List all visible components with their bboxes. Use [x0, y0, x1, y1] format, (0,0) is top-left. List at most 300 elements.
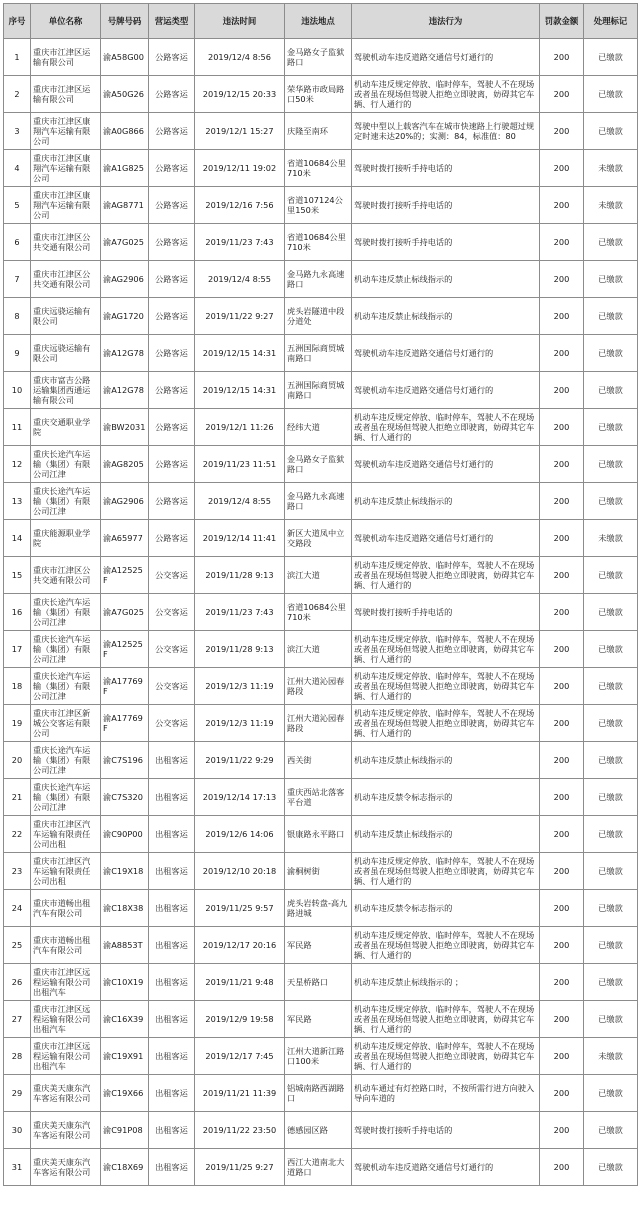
cell-index: 21	[4, 779, 31, 816]
cell-operation-type: 公路客运	[149, 39, 195, 76]
table-row	[4, 76, 638, 113]
cell-violation-time: 2019/11/23 11:51	[195, 446, 285, 483]
cell-operation-type: 出租客运	[149, 1112, 195, 1149]
cell-plate: 渝A0G866	[101, 113, 149, 150]
cell-company: 重庆市江津区康翔汽车运输有限公司	[31, 187, 101, 224]
cell-violation-behavior: 机动车违反规定停放、临时停车，驾驶人不在现场或者虽在现场但驾驶人拒绝立即驶离，妨碍其它车辆、行人通行的	[352, 76, 540, 113]
cell-processing-status: 已缴款	[584, 557, 638, 594]
cell-plate: 渝A58G00	[101, 39, 149, 76]
cell-fine-amount: 200	[540, 76, 584, 113]
cell-violation-time: 2019/12/15 14:31	[195, 372, 285, 409]
cell-processing-status: 已缴款	[584, 631, 638, 668]
cell-processing-status: 已缴款	[584, 261, 638, 298]
cell-violation-behavior: 机动车违反禁止标线指示的	[352, 483, 540, 520]
cell-operation-type: 出租客运	[149, 927, 195, 964]
table-row	[4, 372, 638, 409]
cell-company: 重庆远骁运输有限公司	[31, 335, 101, 372]
cell-violation-behavior: 驾驶中型以上载客汽车在城市快速路上行驶超过规定时速未达20%的；实测：84，标准值：80	[352, 113, 540, 150]
cell-violation-location: 金马路九永高速路口	[285, 261, 352, 298]
cell-violation-location: 江州大道新江路口100米	[285, 1038, 352, 1075]
table-row	[4, 1112, 638, 1149]
header-index: 序号	[4, 4, 31, 39]
cell-fine-amount: 200	[540, 668, 584, 705]
cell-fine-amount: 200	[540, 1075, 584, 1112]
cell-company: 重庆市江津区远程运输有限公司出租汽车	[31, 1001, 101, 1038]
cell-violation-time: 2019/11/22 9:27	[195, 298, 285, 335]
cell-index: 30	[4, 1112, 31, 1149]
cell-company: 重庆市江津区远程运输有限公司出租汽车	[31, 1038, 101, 1075]
cell-violation-location: 庆隆至南环	[285, 113, 352, 150]
table-row	[4, 927, 638, 964]
cell-violation-behavior: 驾驶机动车违反道路交通信号灯通行的	[352, 1149, 540, 1186]
cell-violation-time: 2019/12/15 14:31	[195, 335, 285, 372]
cell-processing-status: 已缴款	[584, 927, 638, 964]
table-row	[4, 113, 638, 150]
cell-company: 重庆长途汽车运输（集团）有限公司江津	[31, 631, 101, 668]
cell-fine-amount: 200	[540, 705, 584, 742]
cell-violation-time: 2019/12/10 20:18	[195, 853, 285, 890]
cell-violation-location: 重庆西站北落客平台道	[285, 779, 352, 816]
cell-plate: 渝AG2906	[101, 261, 149, 298]
cell-fine-amount: 200	[540, 853, 584, 890]
cell-processing-status: 已缴款	[584, 76, 638, 113]
cell-violation-behavior: 驾驶机动车违反道路交通信号灯通行的	[352, 446, 540, 483]
cell-violation-time: 2019/12/17 20:16	[195, 927, 285, 964]
cell-operation-type: 出租客运	[149, 1038, 195, 1075]
cell-plate: 渝A7G025	[101, 224, 149, 261]
cell-violation-behavior: 驾驶机动车违反道路交通信号灯通行的	[352, 335, 540, 372]
cell-operation-type: 出租客运	[149, 1001, 195, 1038]
cell-violation-behavior: 机动车违反规定停放、临时停车，驾驶人不在现场或者虽在现场但驾驶人拒绝立即驶离，妨碍其它车辆、行人通行的	[352, 1001, 540, 1038]
cell-operation-type: 公路客运	[149, 335, 195, 372]
table-row	[4, 594, 638, 631]
cell-processing-status: 已缴款	[584, 113, 638, 150]
cell-index: 16	[4, 594, 31, 631]
table-row	[4, 520, 638, 557]
cell-fine-amount: 200	[540, 779, 584, 816]
cell-violation-location: 省道10684公里710米	[285, 594, 352, 631]
cell-company: 重庆美天康东汽车客运有限公司	[31, 1149, 101, 1186]
cell-index: 19	[4, 705, 31, 742]
cell-processing-status: 已缴款	[584, 705, 638, 742]
cell-operation-type: 公路客运	[149, 298, 195, 335]
cell-plate: 渝A12525F	[101, 631, 149, 668]
cell-operation-type: 公交客运	[149, 631, 195, 668]
cell-operation-type: 公路客运	[149, 409, 195, 446]
cell-fine-amount: 200	[540, 742, 584, 779]
cell-operation-type: 出租客运	[149, 853, 195, 890]
cell-processing-status: 未缴款	[584, 150, 638, 187]
cell-plate: 渝A1G825	[101, 150, 149, 187]
cell-processing-status: 已缴款	[584, 594, 638, 631]
cell-plate: 渝C18X69	[101, 1149, 149, 1186]
cell-processing-status: 已缴款	[584, 816, 638, 853]
cell-violation-behavior: 机动车违反禁止标线指示的	[352, 742, 540, 779]
cell-plate: 渝AG2906	[101, 483, 149, 520]
cell-company: 重庆长途汽车运输（集团）有限公司江津	[31, 483, 101, 520]
cell-plate: 渝AG8771	[101, 187, 149, 224]
cell-company: 重庆长途汽车运输（集团）有限公司江津	[31, 779, 101, 816]
cell-company: 重庆市道畅出租汽车有限公司	[31, 890, 101, 927]
cell-index: 4	[4, 150, 31, 187]
table-row	[4, 631, 638, 668]
cell-index: 20	[4, 742, 31, 779]
cell-index: 29	[4, 1075, 31, 1112]
cell-index: 27	[4, 1001, 31, 1038]
table-row	[4, 1038, 638, 1075]
cell-violation-time: 2019/12/16 7:56	[195, 187, 285, 224]
cell-violation-location: 天星桥路口	[285, 964, 352, 1001]
table-row	[4, 224, 638, 261]
cell-violation-behavior: 驾驶机动车违反道路交通信号灯通行的	[352, 372, 540, 409]
cell-fine-amount: 200	[540, 335, 584, 372]
cell-operation-type: 公路客运	[149, 372, 195, 409]
cell-violation-behavior: 机动车违反规定停放、临时停车，驾驶人不在现场或者虽在现场但驾驶人拒绝立即驶离，妨碍其它车辆、行人通行的	[352, 853, 540, 890]
cell-company: 重庆长途汽车运输（集团）有限公司江津	[31, 446, 101, 483]
cell-violation-time: 2019/12/11 19:02	[195, 150, 285, 187]
cell-violation-behavior: 驾驶时拨打接听手持电话的	[352, 594, 540, 631]
cell-index: 11	[4, 409, 31, 446]
cell-violation-behavior: 机动车违反规定停放、临时停车，驾驶人不在现场或者虽在现场但驾驶人拒绝立即驶离，妨碍其它车辆、行人通行的	[352, 1038, 540, 1075]
cell-fine-amount: 200	[540, 261, 584, 298]
cell-violation-location: 金马路女子监狱路口	[285, 446, 352, 483]
cell-company: 重庆市江津区康翔汽车运输有限公司	[31, 113, 101, 150]
table-row	[4, 39, 638, 76]
cell-violation-behavior: 机动车违反禁令标志指示的	[352, 779, 540, 816]
cell-fine-amount: 200	[540, 816, 584, 853]
cell-fine-amount: 200	[540, 187, 584, 224]
cell-violation-location: 虎头岩隧道中段分道处	[285, 298, 352, 335]
cell-violation-behavior: 机动车违反禁令标志指示的	[352, 890, 540, 927]
cell-violation-behavior: 机动车违反禁止标线指示的	[352, 261, 540, 298]
cell-fine-amount: 200	[540, 594, 584, 631]
cell-violation-behavior: 驾驶机动车违反道路交通信号灯通行的	[352, 39, 540, 76]
cell-operation-type: 公交客运	[149, 557, 195, 594]
cell-violation-location: 省道107124公里150米	[285, 187, 352, 224]
cell-company: 重庆市江津区康翔汽车运输有限公司	[31, 150, 101, 187]
cell-violation-time: 2019/12/14 17:13	[195, 779, 285, 816]
table-row	[4, 705, 638, 742]
cell-plate: 渝BW2031	[101, 409, 149, 446]
cell-plate: 渝C19X91	[101, 1038, 149, 1075]
cell-plate: 渝A50G26	[101, 76, 149, 113]
table-row	[4, 261, 638, 298]
cell-company: 重庆市江津区运输有限公司	[31, 76, 101, 113]
cell-operation-type: 出租客运	[149, 964, 195, 1001]
cell-violation-time: 2019/11/23 7:43	[195, 224, 285, 261]
cell-violation-behavior: 驾驶时拨打接听手持电话的	[352, 187, 540, 224]
cell-index: 18	[4, 668, 31, 705]
cell-violation-time: 2019/12/3 11:19	[195, 705, 285, 742]
cell-fine-amount: 200	[540, 1112, 584, 1149]
cell-index: 26	[4, 964, 31, 1001]
cell-operation-type: 公路客运	[149, 224, 195, 261]
cell-processing-status: 已缴款	[584, 964, 638, 1001]
cell-company: 重庆市江津区公共交通有限公司	[31, 224, 101, 261]
cell-violation-time: 2019/12/3 11:19	[195, 668, 285, 705]
header-operation-type: 营运类型	[149, 4, 195, 39]
cell-company: 重庆市江津区公共交通有限公司	[31, 557, 101, 594]
cell-violation-time: 2019/12/4 8:56	[195, 39, 285, 76]
cell-index: 8	[4, 298, 31, 335]
cell-violation-location: 江州大道沁园春路段	[285, 705, 352, 742]
cell-company: 重庆长途汽车运输（集团）有限公司江津	[31, 668, 101, 705]
cell-processing-status: 已缴款	[584, 1001, 638, 1038]
cell-company: 重庆市江津区运输有限公司	[31, 39, 101, 76]
cell-violation-time: 2019/12/1 11:26	[195, 409, 285, 446]
header-plate: 号牌号码	[101, 4, 149, 39]
cell-violation-behavior: 机动车违反禁止标线指示的 ；	[352, 964, 540, 1001]
cell-company: 重庆市江津区汽车运输有限责任公司出租	[31, 853, 101, 890]
cell-index: 9	[4, 335, 31, 372]
cell-processing-status: 已缴款	[584, 1075, 638, 1112]
cell-violation-behavior: 机动车违反规定停放、临时停车，驾驶人不在现场或者虽在现场但驾驶人拒绝立即驶离，妨碍其它车辆、行人通行的	[352, 705, 540, 742]
cell-violation-behavior: 机动车违反规定停放、临时停车，驾驶人不在现场或者虽在现场但驾驶人拒绝立即驶离，妨碍其它车辆、行人通行的	[352, 409, 540, 446]
cell-violation-location: 渝桐树街	[285, 853, 352, 890]
cell-fine-amount: 200	[540, 631, 584, 668]
cell-processing-status: 已缴款	[584, 853, 638, 890]
cell-fine-amount: 200	[540, 1038, 584, 1075]
cell-violation-time: 2019/11/21 11:39	[195, 1075, 285, 1112]
cell-fine-amount: 200	[540, 520, 584, 557]
cell-processing-status: 已缴款	[584, 483, 638, 520]
table-row	[4, 1149, 638, 1186]
cell-violation-behavior: 机动车通过有灯控路口时，不按所需行进方向驶入导向车道的	[352, 1075, 540, 1112]
cell-processing-status: 未缴款	[584, 1038, 638, 1075]
cell-company: 重庆能源职业学院	[31, 520, 101, 557]
cell-violation-time: 2019/11/25 9:57	[195, 890, 285, 927]
cell-processing-status: 已缴款	[584, 779, 638, 816]
cell-fine-amount: 200	[540, 964, 584, 1001]
cell-fine-amount: 200	[540, 409, 584, 446]
cell-violation-location: 省道10684公里710米	[285, 224, 352, 261]
cell-fine-amount: 200	[540, 372, 584, 409]
cell-violation-time: 2019/11/28 9:13	[195, 631, 285, 668]
cell-processing-status: 已缴款	[584, 224, 638, 261]
header-row	[4, 4, 638, 39]
cell-violation-behavior: 驾驶机动车违反道路交通信号灯通行的	[352, 520, 540, 557]
cell-violation-location: 五洲国际商贸城南路口	[285, 335, 352, 372]
cell-fine-amount: 200	[540, 298, 584, 335]
cell-operation-type: 公路客运	[149, 483, 195, 520]
cell-plate: 渝C7S196	[101, 742, 149, 779]
table-body	[4, 39, 638, 1186]
cell-operation-type: 公路客运	[149, 76, 195, 113]
table-row	[4, 298, 638, 335]
cell-index: 1	[4, 39, 31, 76]
cell-index: 31	[4, 1149, 31, 1186]
cell-operation-type: 出租客运	[149, 742, 195, 779]
cell-violation-time: 2019/11/28 9:13	[195, 557, 285, 594]
cell-processing-status: 已缴款	[584, 39, 638, 76]
cell-index: 6	[4, 224, 31, 261]
cell-plate: 渝C10X19	[101, 964, 149, 1001]
table-row	[4, 446, 638, 483]
cell-operation-type: 公交客运	[149, 705, 195, 742]
cell-violation-behavior: 机动车违反禁止标线指示的	[352, 816, 540, 853]
cell-company: 重庆市江津区新城公交客运有限公司	[31, 705, 101, 742]
table-row	[4, 409, 638, 446]
cell-violation-time: 2019/12/6 14:06	[195, 816, 285, 853]
cell-fine-amount: 200	[540, 890, 584, 927]
table-row	[4, 150, 638, 187]
cell-index: 28	[4, 1038, 31, 1075]
cell-company: 重庆美天康东汽车客运有限公司	[31, 1075, 101, 1112]
cell-index: 14	[4, 520, 31, 557]
cell-plate: 渝C19X18	[101, 853, 149, 890]
cell-processing-status: 已缴款	[584, 890, 638, 927]
cell-operation-type: 公路客运	[149, 150, 195, 187]
cell-violation-behavior: 驾驶时拨打接听手持电话的	[352, 224, 540, 261]
cell-violation-location: 滨江大道	[285, 631, 352, 668]
cell-violation-time: 2019/12/9 19:58	[195, 1001, 285, 1038]
cell-company: 重庆美天康东汽车客运有限公司	[31, 1112, 101, 1149]
cell-fine-amount: 200	[540, 483, 584, 520]
cell-violation-behavior: 机动车违反规定停放、临时停车，驾驶人不在现场或者虽在现场但驾驶人拒绝立即驶离，妨碍其它车辆、行人通行的	[352, 557, 540, 594]
cell-violation-location: 省道10684公里710米	[285, 150, 352, 187]
cell-operation-type: 公路客运	[149, 187, 195, 224]
cell-violation-location: 西关街	[285, 742, 352, 779]
header-violation-location: 违法地点	[285, 4, 352, 39]
cell-index: 7	[4, 261, 31, 298]
table-row	[4, 742, 638, 779]
cell-violation-behavior: 驾驶时拨打接听手持电话的	[352, 1112, 540, 1149]
cell-plate: 渝A17769F	[101, 705, 149, 742]
cell-plate: 渝A7G025	[101, 594, 149, 631]
cell-operation-type: 出租客运	[149, 1149, 195, 1186]
cell-fine-amount: 200	[540, 39, 584, 76]
cell-company: 重庆远骁运输有限公司	[31, 298, 101, 335]
cell-processing-status: 已缴款	[584, 372, 638, 409]
cell-index: 3	[4, 113, 31, 150]
cell-company: 重庆长途汽车运输（集团）有限公司江津	[31, 594, 101, 631]
cell-plate: 渝A12525F	[101, 557, 149, 594]
cell-index: 10	[4, 372, 31, 409]
cell-violation-behavior: 机动车违反规定停放、临时停车，驾驶人不在现场或者虽在现场但驾驶人拒绝立即驶离，妨碍其它车辆、行人通行的	[352, 631, 540, 668]
table-row	[4, 1075, 638, 1112]
cell-violation-behavior: 驾驶时拨打接听手持电话的	[352, 150, 540, 187]
cell-index: 24	[4, 890, 31, 927]
table-row	[4, 964, 638, 1001]
cell-violation-time: 2019/11/23 7:43	[195, 594, 285, 631]
cell-processing-status: 已缴款	[584, 742, 638, 779]
cell-processing-status: 未缴款	[584, 520, 638, 557]
cell-plate: 渝C19X66	[101, 1075, 149, 1112]
cell-plate: 渝A17769F	[101, 668, 149, 705]
cell-company: 重庆交通职业学院	[31, 409, 101, 446]
cell-plate: 渝A65977	[101, 520, 149, 557]
cell-index: 12	[4, 446, 31, 483]
cell-operation-type: 出租客运	[149, 1075, 195, 1112]
cell-plate: 渝C16X39	[101, 1001, 149, 1038]
cell-operation-type: 公路客运	[149, 446, 195, 483]
cell-fine-amount: 200	[540, 150, 584, 187]
cell-plate: 渝A8853T	[101, 927, 149, 964]
cell-violation-time: 2019/11/25 9:27	[195, 1149, 285, 1186]
cell-violation-time: 2019/12/4 8:55	[195, 261, 285, 298]
table-row	[4, 890, 638, 927]
cell-company: 重庆市富吉公路运输集团西通运输有限公司	[31, 372, 101, 409]
cell-processing-status: 未缴款	[584, 187, 638, 224]
cell-processing-status: 已缴款	[584, 335, 638, 372]
cell-plate: 渝AG8205	[101, 446, 149, 483]
cell-index: 25	[4, 927, 31, 964]
cell-fine-amount: 200	[540, 224, 584, 261]
table-row	[4, 853, 638, 890]
cell-violation-behavior: 机动车违反禁止标线指示的	[352, 298, 540, 335]
header-processing-status: 处理标记	[584, 4, 638, 39]
cell-violation-location: 滨江大道	[285, 557, 352, 594]
cell-plate: 渝A12G78	[101, 335, 149, 372]
cell-index: 15	[4, 557, 31, 594]
cell-processing-status: 已缴款	[584, 298, 638, 335]
cell-violation-time: 2019/11/21 9:48	[195, 964, 285, 1001]
cell-plate: 渝C18X38	[101, 890, 149, 927]
cell-violation-time: 2019/11/22 9:29	[195, 742, 285, 779]
cell-violation-location: 五洲国际商贸城南路口	[285, 372, 352, 409]
cell-index: 13	[4, 483, 31, 520]
cell-violation-time: 2019/12/1 15:27	[195, 113, 285, 150]
cell-violation-location: 金马路女子监狱路口	[285, 39, 352, 76]
cell-operation-type: 出租客运	[149, 779, 195, 816]
cell-violation-time: 2019/12/4 8:55	[195, 483, 285, 520]
cell-plate: 渝AG1720	[101, 298, 149, 335]
cell-fine-amount: 200	[540, 927, 584, 964]
cell-violation-location: 军民路	[285, 1001, 352, 1038]
cell-company: 重庆长途汽车运输（集团）有限公司江津	[31, 742, 101, 779]
table-row	[4, 1001, 638, 1038]
cell-company: 重庆市江津区公共交通有限公司	[31, 261, 101, 298]
cell-violation-time: 2019/11/22 23:50	[195, 1112, 285, 1149]
cell-plate: 渝C91P08	[101, 1112, 149, 1149]
cell-violation-location: 铝城南路西湖路口	[285, 1075, 352, 1112]
cell-fine-amount: 200	[540, 113, 584, 150]
cell-violation-time: 2019/12/15 20:33	[195, 76, 285, 113]
cell-fine-amount: 200	[540, 446, 584, 483]
cell-operation-type: 出租客运	[149, 890, 195, 927]
cell-violation-behavior: 机动车违反规定停放、临时停车，驾驶人不在现场或者虽在现场但驾驶人拒绝立即驶离，妨碍其它车辆、行人通行的	[352, 927, 540, 964]
cell-violation-location: 虎头岩转盘-高九路进城	[285, 890, 352, 927]
cell-operation-type: 公交客运	[149, 668, 195, 705]
table-row	[4, 816, 638, 853]
cell-processing-status: 已缴款	[584, 668, 638, 705]
table-row	[4, 483, 638, 520]
cell-operation-type: 公路客运	[149, 520, 195, 557]
cell-plate: 渝C90P00	[101, 816, 149, 853]
cell-operation-type: 公交客运	[149, 594, 195, 631]
cell-processing-status: 已缴款	[584, 446, 638, 483]
cell-processing-status: 已缴款	[584, 409, 638, 446]
cell-violation-location: 经纬大道	[285, 409, 352, 446]
cell-violation-location: 军民路	[285, 927, 352, 964]
cell-company: 重庆市道畅出租汽车有限公司	[31, 927, 101, 964]
cell-processing-status: 已缴款	[584, 1112, 638, 1149]
violations-table	[3, 3, 638, 1186]
cell-violation-time: 2019/12/17 7:45	[195, 1038, 285, 1075]
cell-violation-location: 江州大道沁园春路段	[285, 668, 352, 705]
cell-fine-amount: 200	[540, 1149, 584, 1186]
cell-index: 23	[4, 853, 31, 890]
table-row	[4, 668, 638, 705]
header-company: 单位名称	[31, 4, 101, 39]
cell-processing-status: 已缴款	[584, 1149, 638, 1186]
table-row	[4, 557, 638, 594]
header-violation-time: 违法时间	[195, 4, 285, 39]
cell-index: 22	[4, 816, 31, 853]
cell-violation-location: 新区大道凤中立交路段	[285, 520, 352, 557]
cell-index: 5	[4, 187, 31, 224]
header-violation-behavior: 违法行为	[352, 4, 540, 39]
